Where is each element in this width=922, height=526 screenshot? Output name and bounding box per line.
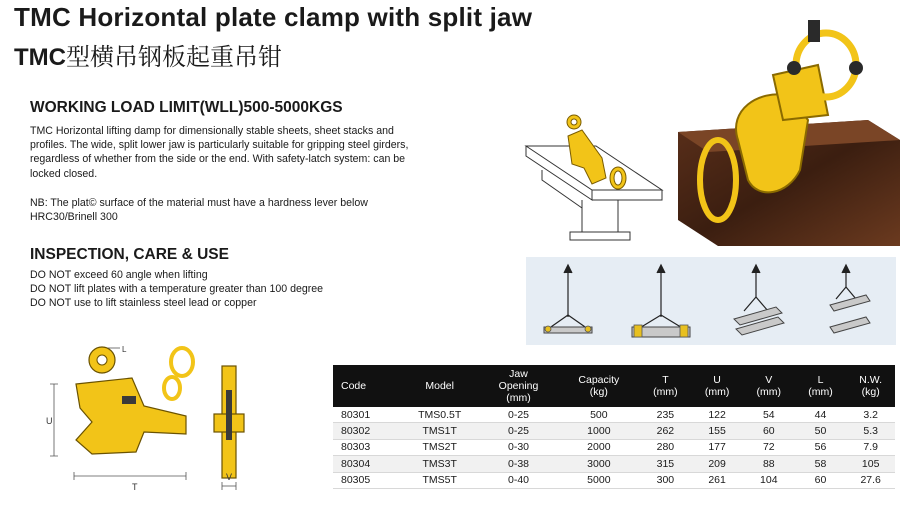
clamp-photo — [678, 20, 900, 246]
table-header-row — [333, 365, 895, 407]
lifting-angle-diagram — [526, 257, 896, 345]
table-cell: 44 — [795, 407, 847, 423]
table-cell: 80303 — [333, 439, 401, 455]
title-brand: TMC — [14, 44, 66, 71]
title-chinese-text: 型横吊钢板起重吊钳 — [65, 44, 282, 71]
table-cell: 280 — [640, 439, 692, 455]
specification-table — [333, 365, 895, 489]
table-row — [333, 423, 895, 439]
table-cell: TMS2T — [401, 439, 479, 455]
header-u: U (mm) — [704, 374, 730, 398]
table-row — [333, 407, 895, 423]
beam-clamp-illustration — [522, 112, 670, 244]
dimension-drawing — [36, 344, 262, 496]
inspection-item: DO NOT exceed 60 angle when lifting — [30, 269, 208, 281]
table-cell: 2000 — [558, 439, 639, 455]
dim-label-t: T — [132, 482, 138, 492]
table-cell: 209 — [691, 456, 743, 472]
table-cell: 177 — [691, 439, 743, 455]
table-cell: 122 — [691, 407, 743, 423]
table-row — [333, 472, 895, 488]
table-cell: 80305 — [333, 472, 401, 488]
inspection-heading: INSPECTION, CARE & USE — [30, 246, 229, 263]
table-cell: 27.6 — [846, 472, 895, 488]
table-cell: 5000 — [558, 472, 639, 488]
table-cell: 500 — [558, 407, 639, 423]
inspection-item: DO NOT use to lift stainless steel lead or copper — [30, 297, 257, 310]
header-model: Model — [425, 380, 454, 392]
table-cell: 88 — [743, 456, 795, 472]
table-cell: 3.2 — [846, 407, 895, 423]
page-title-chinese — [14, 37, 282, 72]
header-l: L (mm) — [808, 374, 833, 398]
table-cell: 0-30 — [479, 439, 558, 455]
table-cell: 104 — [743, 472, 795, 488]
table-row — [333, 439, 895, 455]
table-cell: 262 — [640, 423, 692, 439]
table-cell: 7.9 — [846, 439, 895, 455]
table-cell: 80301 — [333, 407, 401, 423]
inspection-list — [30, 268, 323, 311]
table-cell: 80304 — [333, 456, 401, 472]
product-description: TMC Horizontal lifting damp for dimensionally stable sheets, sheet stacks and profiles. The wide, split lower jaw is particularly suitable for gripping steel girders, regardless of whether from the side or the end. With safety-latch system: can be locked closed. — [30, 125, 409, 180]
table-cell: 54 — [743, 407, 795, 423]
header-v: V (mm) — [756, 374, 782, 398]
table-cell: 261 — [691, 472, 743, 488]
table-cell: 58 — [795, 456, 847, 472]
table-cell: 0-38 — [479, 456, 558, 472]
table-cell: TMS0.5T — [401, 407, 479, 423]
table-cell: 1000 — [558, 423, 639, 439]
table-cell: 50 — [795, 423, 847, 439]
table-cell: 0-25 — [479, 423, 558, 439]
table-cell: TMS5T — [401, 472, 479, 488]
table-cell: 105 — [846, 456, 895, 472]
header-code: Code — [341, 380, 367, 392]
header-nw: N.W. (kg) — [859, 374, 883, 398]
table-cell: 0-25 — [479, 407, 558, 423]
dim-label-v: V — [226, 472, 233, 482]
table-cell: 155 — [691, 423, 743, 439]
wll-heading: WORKING LOAD LIMIT(WLL)500-5000KGS — [30, 99, 343, 116]
inspection-item: DO NOT lift plates with a temperature greater than 100 degree — [30, 283, 324, 296]
table-cell: 3000 — [558, 456, 639, 472]
table-cell: 235 — [640, 407, 692, 423]
table-cell: 80302 — [333, 423, 401, 439]
table-cell: 60 — [743, 423, 795, 439]
table-cell: 300 — [640, 472, 692, 488]
table-cell: TMS3T — [401, 456, 479, 472]
table-cell: 315 — [640, 456, 692, 472]
header-capacity: Capacity (kg) — [578, 374, 620, 398]
dim-label-u: U — [46, 416, 53, 426]
table-cell: 60 — [795, 472, 847, 488]
table-cell: 56 — [795, 439, 847, 455]
table-cell: 0-40 — [479, 472, 558, 488]
page-title: TMC Horizontal plate clamp with split jaw — [14, 2, 533, 32]
hardness-note: NB: The plat© surface of the material must have a hardness lever below HRC30/Brinell 300 — [30, 197, 368, 224]
table-cell: 72 — [743, 439, 795, 455]
table-row — [333, 456, 895, 472]
header-jaw-opening: Jaw Opening (mm) — [498, 368, 539, 404]
table-cell: TMS1T — [401, 423, 479, 439]
header-t: T (mm) — [653, 374, 678, 398]
table-cell: 5.3 — [846, 423, 895, 439]
dim-label-l: L — [122, 345, 127, 354]
